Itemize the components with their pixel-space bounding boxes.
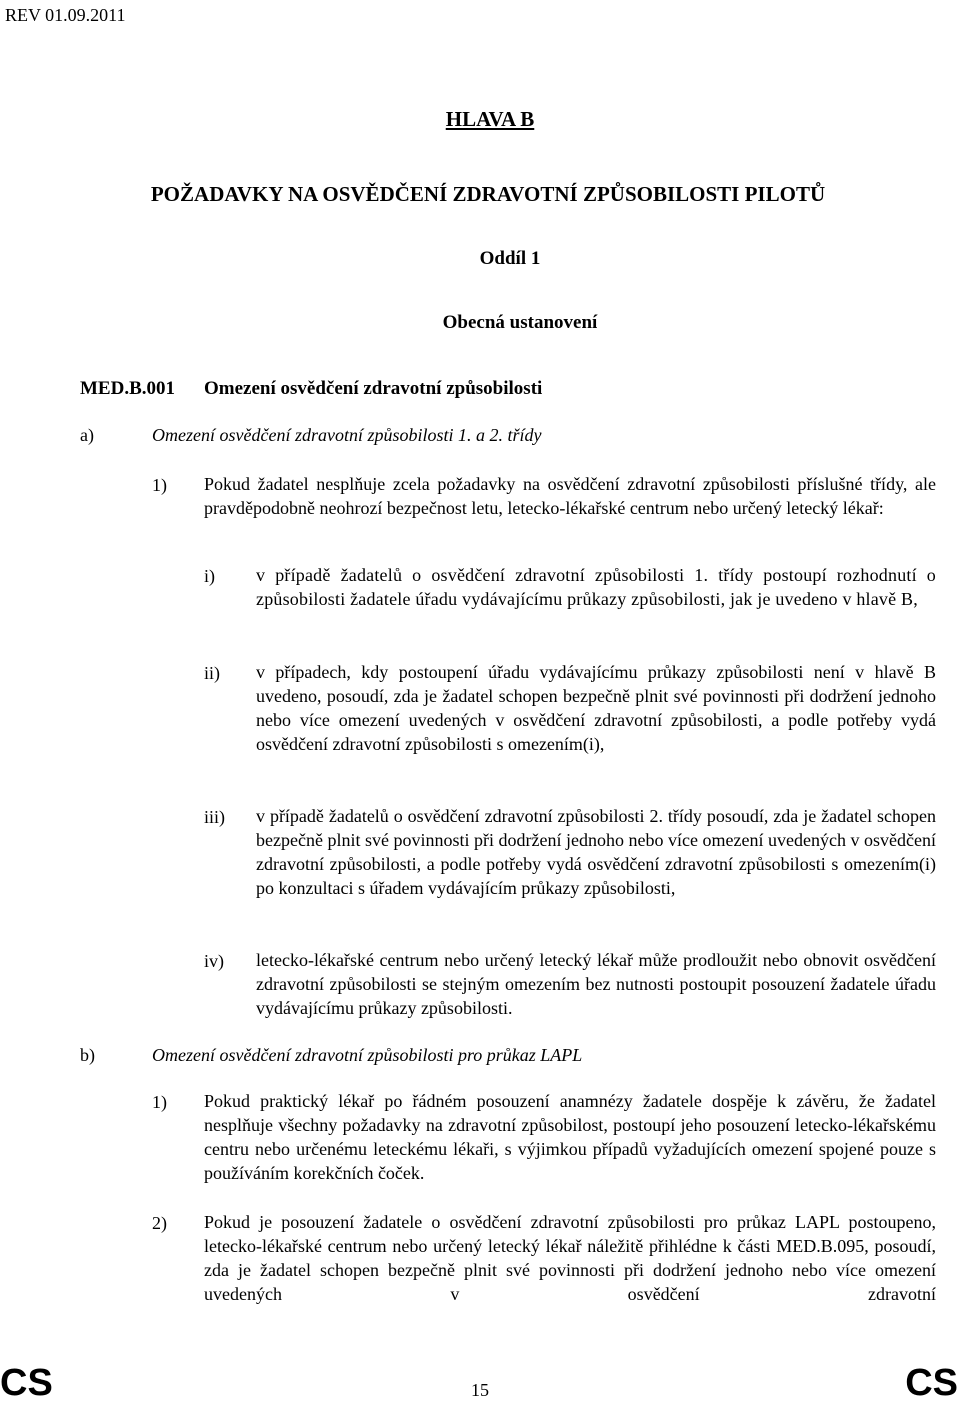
point-b1-marker: 1) — [152, 1092, 167, 1112]
article-title: Omezení osvědčení zdravotní způsobilosti — [204, 378, 543, 399]
page-number: 15 — [471, 1380, 489, 1400]
general-provisions-heading: Obecná ustanovení — [442, 312, 598, 333]
item-i-text: v případě žadatelů o osvědčení zdravotní způsobilosti 1. třídy postoupí rozhodnutí o způsobilosti žadatele úřadu vydávajícímu průkazy způsobilosti, jak je uvedeno v hlavě B, — [256, 565, 936, 609]
item-ii-marker: ii) — [204, 663, 220, 683]
item-i-marker: i) — [204, 566, 215, 586]
language-code-right: CS — [905, 1362, 958, 1404]
revision-label: REV 01.09.2011 — [5, 5, 126, 25]
point-b2-marker: 2) — [152, 1213, 167, 1233]
point-b-heading: Omezení osvědčení zdravotní způsobilosti pro průkaz LAPL — [152, 1045, 583, 1065]
point-a-heading: Omezení osvědčení zdravotní způsobilosti 1. a 2. třídy — [152, 425, 542, 445]
section-heading: Oddíl 1 — [479, 248, 541, 269]
point-b1-text: Pokud praktický lékař po řádném posouzení anamnézy žadatele dospěje k závěru, že žadatel nesplňuje všechny požadavky na zdravotní způsobilost, postoupí jeho posouzení letecko-lékařskému centru nebo určenému leteckému lékaři, s výjimkou případů vyžadujících omezení spojené pouze s používáním korekčních čoček. — [204, 1091, 936, 1183]
page-title: POŽADAVKY NA OSVĚDČENÍ ZDRAVOTNÍ ZPŮSOBILOSTI PILOTŮ — [150, 182, 826, 206]
item-ii-text: v případech, kdy postoupení úřadu vydávajícímu průkazy způsobilosti není v hlavě B uvedeno, posoudí, zda je žadatel schopen bezpečně plnit své povinnosti při dodržení jednoho nebo více omezení uvedených v osvědčení zdravotní způsobilosti, a podle potřeby vydá osvědčení zdravotní způsobilosti s omezením(i), — [256, 662, 936, 754]
chapter-heading: HLAVA B — [445, 107, 535, 131]
point-b-marker: b) — [80, 1045, 95, 1065]
article-code: MED.B.001 — [80, 378, 175, 399]
point-a1-text: Pokud žadatel nesplňuje zcela požadavky na osvědčení zdravotní způsobilosti příslušné třídy, ale pravděpodobně neohrozí bezpečnost letu, letecko-lékařské centrum nebo určený letecký lékař: — [204, 474, 936, 518]
point-a-marker: a) — [80, 425, 94, 445]
point-a1-marker: 1) — [152, 475, 167, 495]
language-code-left: CS — [0, 1362, 53, 1404]
item-iv-marker: iv) — [204, 951, 224, 971]
item-iii-marker: iii) — [204, 807, 225, 827]
item-iv-text: letecko-lékařské centrum nebo určený letecký lékař může prodloužit nebo obnovit osvědčení zdravotní způsobilosti se stejným omezením bez nutnosti postoupit posouzení žadatele úřadu vydávajícímu průkazy způsobilosti. — [256, 950, 936, 1018]
point-b2-text: Pokud je posouzení žadatele o osvědčení zdravotní způsobilosti pro průkaz LAPL postoupeno, letecko-lékařské centrum nebo určený letecký lékař náležitě přihlédne k části MED.B.095, posoudí, zda je žadatel schopen bezpečně plnit své povinnosti při dodržení jednoho nebo více omezení uvedených v osvědčení zdravotní — [204, 1212, 936, 1304]
item-iii-text: v případě žadatelů o osvědčení zdravotní způsobilosti 2. třídy posoudí, zda je žadatel schopen bezpečně plnit své povinnosti při dodržení jednoho nebo více omezení uvedených v osvědčení zdravotní způsobilosti, a podle potřeby vydá osvědčení zdravotní způsobilosti s omezením(i) po konzultaci s úřadem vydávajícím průkazy způsobilosti, — [256, 806, 936, 898]
